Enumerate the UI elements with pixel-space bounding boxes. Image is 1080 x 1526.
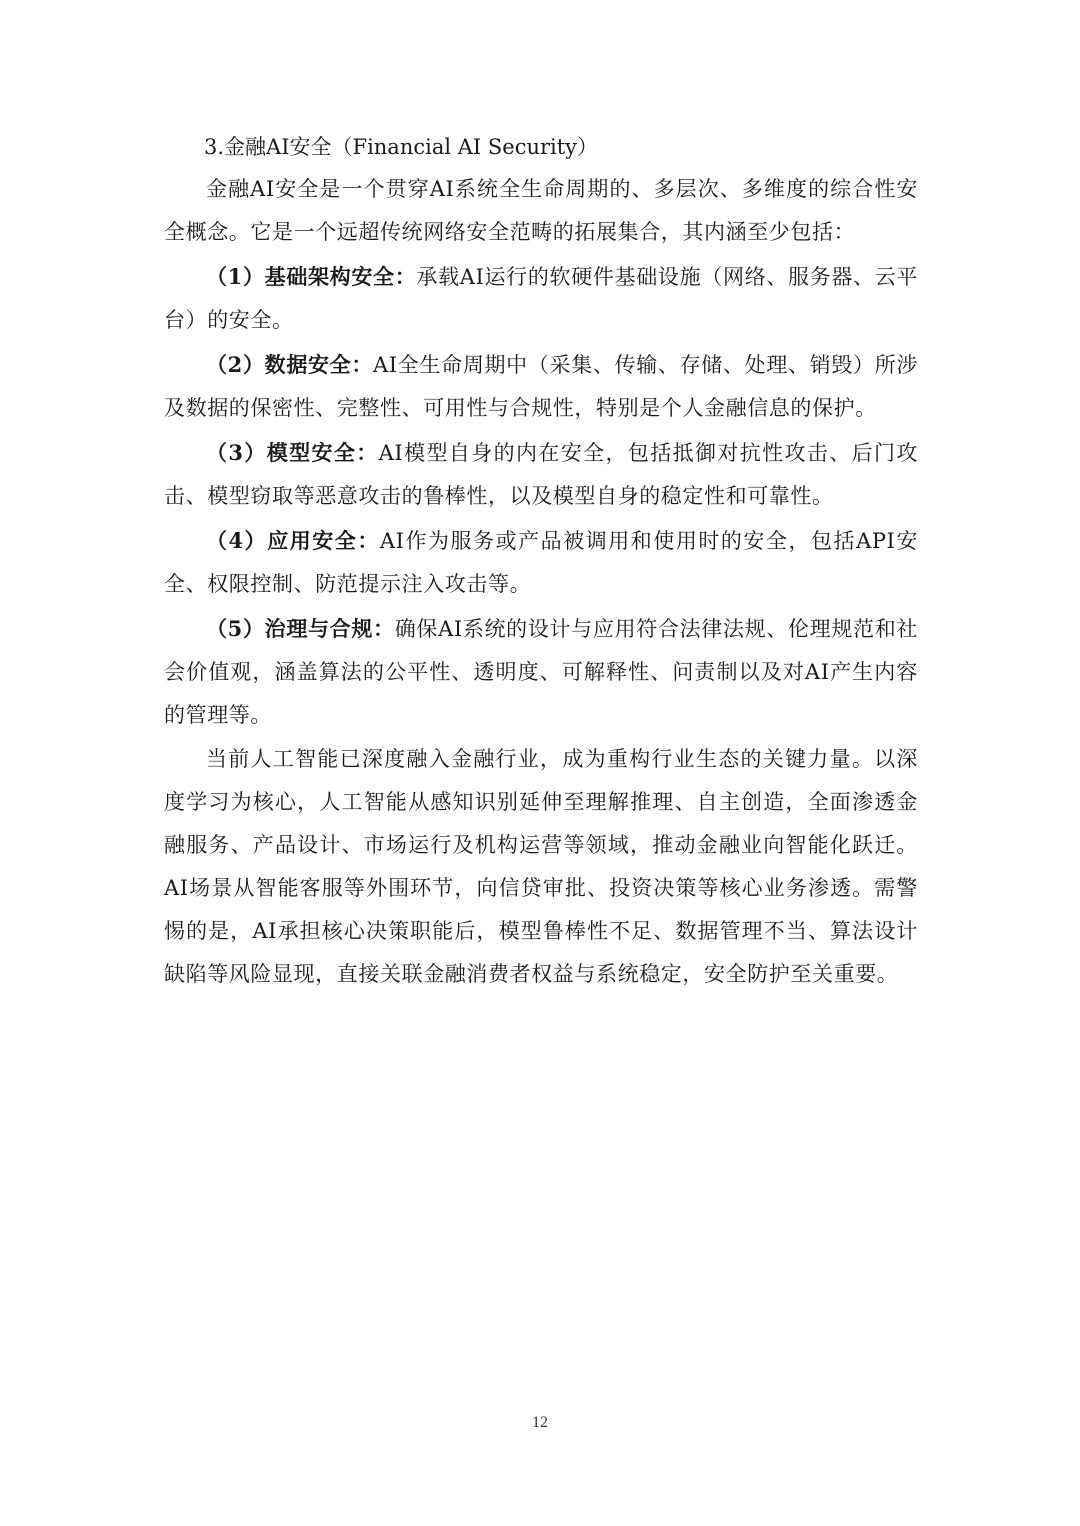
list-item-application-security [164, 519, 918, 606]
list-item-model-security [164, 431, 918, 518]
list-item-text: 承载AI运行的软硬件基础设施（网络、服务器、云平台）的安全。 [164, 265, 918, 332]
list-item-infrastructure-security [164, 255, 918, 342]
closing-paragraph: 当前人工智能已深度融入金融行业，成为重构行业生态的关键力量。以深度学习为核心，人工智能从感知识别延伸至理解推理、自主创造，全面渗透金融服务、产品设计、市场运行及机构运营等领域，推动金融业向智能化跃迁。AI场景从智能客服等外围环节，向信贷审批、投资决策等核心业务渗透。需警惕的是，AI承担核心决策职能后，模型鲁棒性不足、数据管理不当、算法设计缺陷等风险显现，直接关联金融消费者权益与系统稳定，安全防护至关重要。 [164, 747, 918, 986]
page-number: 12 [532, 1414, 548, 1431]
list-item-term: （1）基础架构安全： [206, 264, 417, 289]
list-item-text: AI全生命周期中（采集、传输、存储、处理、销毁）所涉及数据的保密性、完整性、可用性与合规性，特别是个人金融信息的保护。 [164, 353, 918, 420]
list-item-text: 确保AI系统的设计与应用符合法律法规、伦理规范和社会价值观，涵盖算法的公平性、透明度、可解释性、问责制以及对AI产生内容的管理等。 [164, 617, 918, 727]
list-item-text: AI作为服务或产品被调用和使用时的安全，包括API安全、权限控制、防范提示注入攻击等。 [164, 529, 918, 596]
document-page [164, 126, 918, 996]
list-item-data-security [164, 343, 918, 430]
section-heading: 3.金融AI安全（Financial AI Security） [204, 135, 599, 159]
list-item-term: （2）数据安全： [206, 352, 374, 377]
list-item-term: （3）模型安全： [206, 440, 379, 465]
list-item-term: （5）治理与合规： [206, 616, 395, 641]
list-item-text: AI模型自身的内在安全，包括抵御对抗性攻击、后门攻击、模型窃取等恶意攻击的鲁棒性，以及模型自身的稳定性和可靠性。 [164, 441, 918, 508]
intro-paragraph: 金融AI安全是一个贯穿AI系统全生命周期的、多层次、多维度的综合性安全概念。它是一个远超传统网络安全范畴的拓展集合，其内涵至少包括： [164, 177, 918, 244]
list-item-governance-compliance [164, 607, 918, 737]
list-item-term: （4）应用安全： [206, 528, 380, 553]
